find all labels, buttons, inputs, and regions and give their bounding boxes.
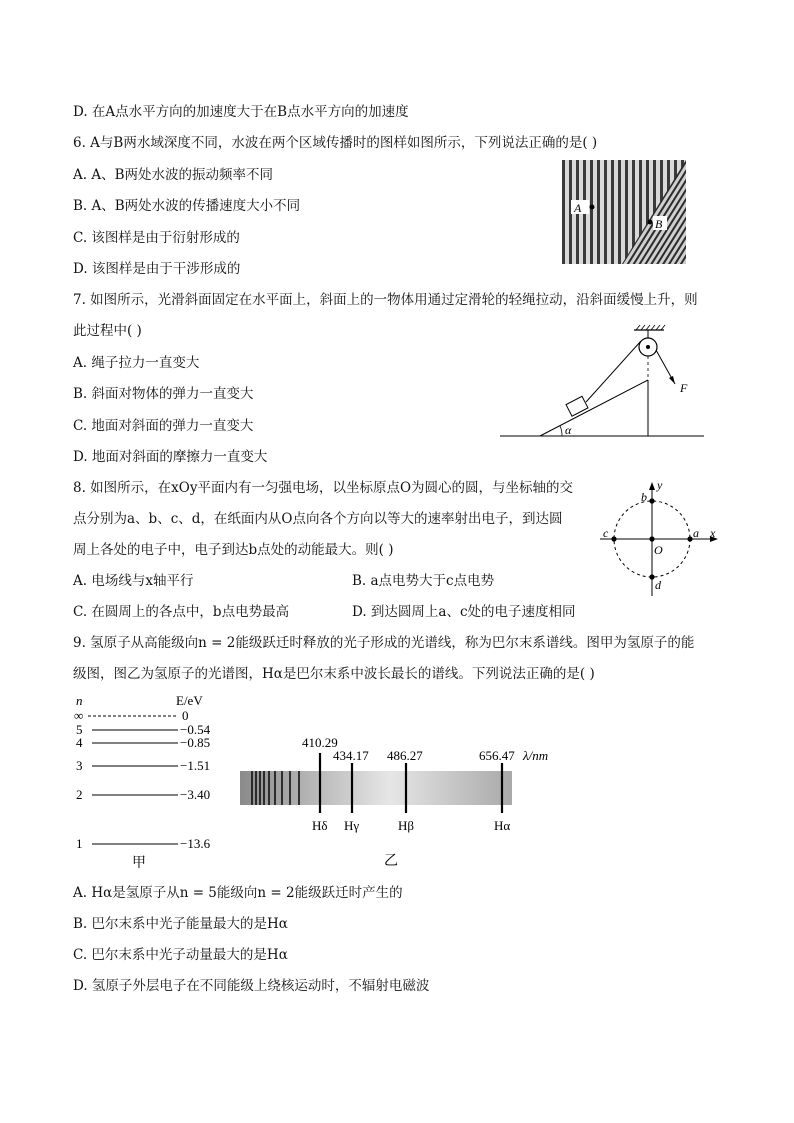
- q7-label-alpha: α: [565, 423, 572, 437]
- q6-wave-photo: [562, 160, 686, 264]
- wavelength-h-alpha: 656.47: [479, 748, 515, 763]
- q9-stem-2: 级图，图乙为氢原子的光谱图，Hα是巴尔末系中波长最长的谱线。下列说法正确的是( ): [73, 666, 595, 682]
- q8-stem-1: 8. 如图所示，在xOy平面内有一匀强电场，以坐标原点O为圆心的圆，与坐标轴的交: [73, 480, 574, 496]
- level-3-n: 3: [76, 758, 83, 773]
- spectrum-diagram: [238, 733, 578, 870]
- n-header: n: [76, 693, 83, 708]
- caption-jia: 甲: [132, 856, 146, 870]
- q8-stem-3: 周上各处的电子中，电子到达b点处的动能最大。则( ): [73, 542, 394, 558]
- q7-stem-2: 此过程中( ): [73, 323, 142, 339]
- caption-yi: 乙: [384, 854, 398, 869]
- q8-label-y: y: [657, 478, 663, 492]
- spectrum-bar: [240, 771, 512, 805]
- level-inf-n: ∞: [74, 708, 84, 723]
- q7-option-b: B. 斜面对物体的弹力一直变大: [73, 386, 254, 402]
- level-1-n: 1: [76, 836, 83, 851]
- q8-circle-figure: [596, 476, 726, 600]
- q6-option-b: B. A、B两处水波的传播速度大小不同: [73, 198, 301, 214]
- label-h-beta: Hβ: [398, 818, 415, 833]
- q9-option-d: D. 氢原子外层电子在不同能级上绕核运动时，不辐射电磁波: [73, 978, 430, 994]
- q6-label-a: A: [574, 201, 582, 215]
- q6-option-a: A. A、B两处水波的振动频率不同: [73, 167, 274, 183]
- wavelength-h-beta: 486.27: [387, 748, 423, 763]
- q7-incline-figure: [498, 322, 708, 442]
- energy-level-diagram: [70, 692, 230, 870]
- q6-option-d: D. 该图样是由于干涉形成的: [73, 261, 241, 277]
- q8-label-a: a: [693, 526, 699, 540]
- e-header: E/eV: [176, 693, 203, 708]
- level-2-e: −3.40: [180, 787, 211, 802]
- label-h-delta: Hδ: [312, 818, 328, 833]
- q8-option-b: B. a点电势大于c点电势: [352, 573, 495, 589]
- q8-label-d: d: [655, 578, 661, 592]
- q8-label-x: x: [710, 526, 716, 540]
- label-h-alpha: Hα: [494, 818, 511, 833]
- q9-stem-1: 9. 氢原子从高能级向n = 2能级跃迁时释放的光子形成的光谱线，称为巴尔末系谱线。图甲为氢原子的能: [73, 635, 695, 651]
- q6-label-b: B: [655, 217, 663, 231]
- q9-option-b: B. 巴尔末系中光子能量最大的是Hα: [73, 916, 288, 932]
- level-4-n: 4: [76, 735, 83, 750]
- q8-option-a: A. 电场线与x轴平行: [73, 573, 194, 589]
- q7-stem-1: 7. 如图所示，光滑斜面固定在水平面上，斜面上的一物体用通过定滑轮的轻绳拉动，沿斜面缓慢上升，则: [73, 292, 698, 308]
- q6-option-c: C. 该图样是由于衍射形成的: [73, 230, 240, 246]
- q9-option-a: A. Hα是氢原子从n = 5能级向n = 2能级跃迁时产生的: [73, 885, 403, 901]
- wavelength-h-gamma: 434.17: [333, 748, 369, 763]
- level-4-e: −0.85: [180, 735, 211, 750]
- q8-label-o: O: [654, 543, 663, 557]
- q8-option-c: C. 在圆周上的各点中，b点电势最高: [73, 604, 290, 620]
- level-3-e: −1.51: [180, 758, 211, 773]
- q8-option-d: D. 到达圆周上a、c处的电子速度相同: [352, 604, 576, 620]
- wavelength-h-delta: 410.29: [302, 735, 338, 750]
- q7-option-d: D. 地面对斜面的摩擦力一直变大: [73, 449, 268, 465]
- q6-stem: 6. A与B两水域深度不同，水波在两个区域传播时的图样如图所示，下列说法正确的是( ): [73, 135, 598, 151]
- level-2-n: 2: [76, 787, 83, 802]
- level-inf-e: 0: [182, 708, 189, 723]
- q8-label-b: b: [641, 490, 647, 504]
- spectrum-unit: λ/nm: [523, 748, 549, 763]
- q7-option-c: C. 地面对斜面的弹力一直变大: [73, 418, 254, 434]
- q9-option-c: C. 巴尔末系中光子动量最大的是Hα: [73, 947, 288, 963]
- q5-option-d: D. 在A点水平方向的加速度大于在B点水平方向的加速度: [73, 104, 409, 120]
- level-1-e: −13.6: [180, 836, 211, 851]
- q7-option-a: A. 绳子拉力一直变大: [73, 355, 200, 371]
- level-5-n: 5: [76, 722, 83, 737]
- q8-stem-2: 点分别为a、b、c、d，在纸面内从O点向各个方向以等大的速率射出电子，到达圆: [73, 511, 563, 527]
- q7-label-f: F: [680, 381, 688, 395]
- level-5-e: −0.54: [180, 722, 211, 737]
- q8-label-c: c: [603, 526, 609, 540]
- label-h-gamma: Hγ: [344, 818, 360, 833]
